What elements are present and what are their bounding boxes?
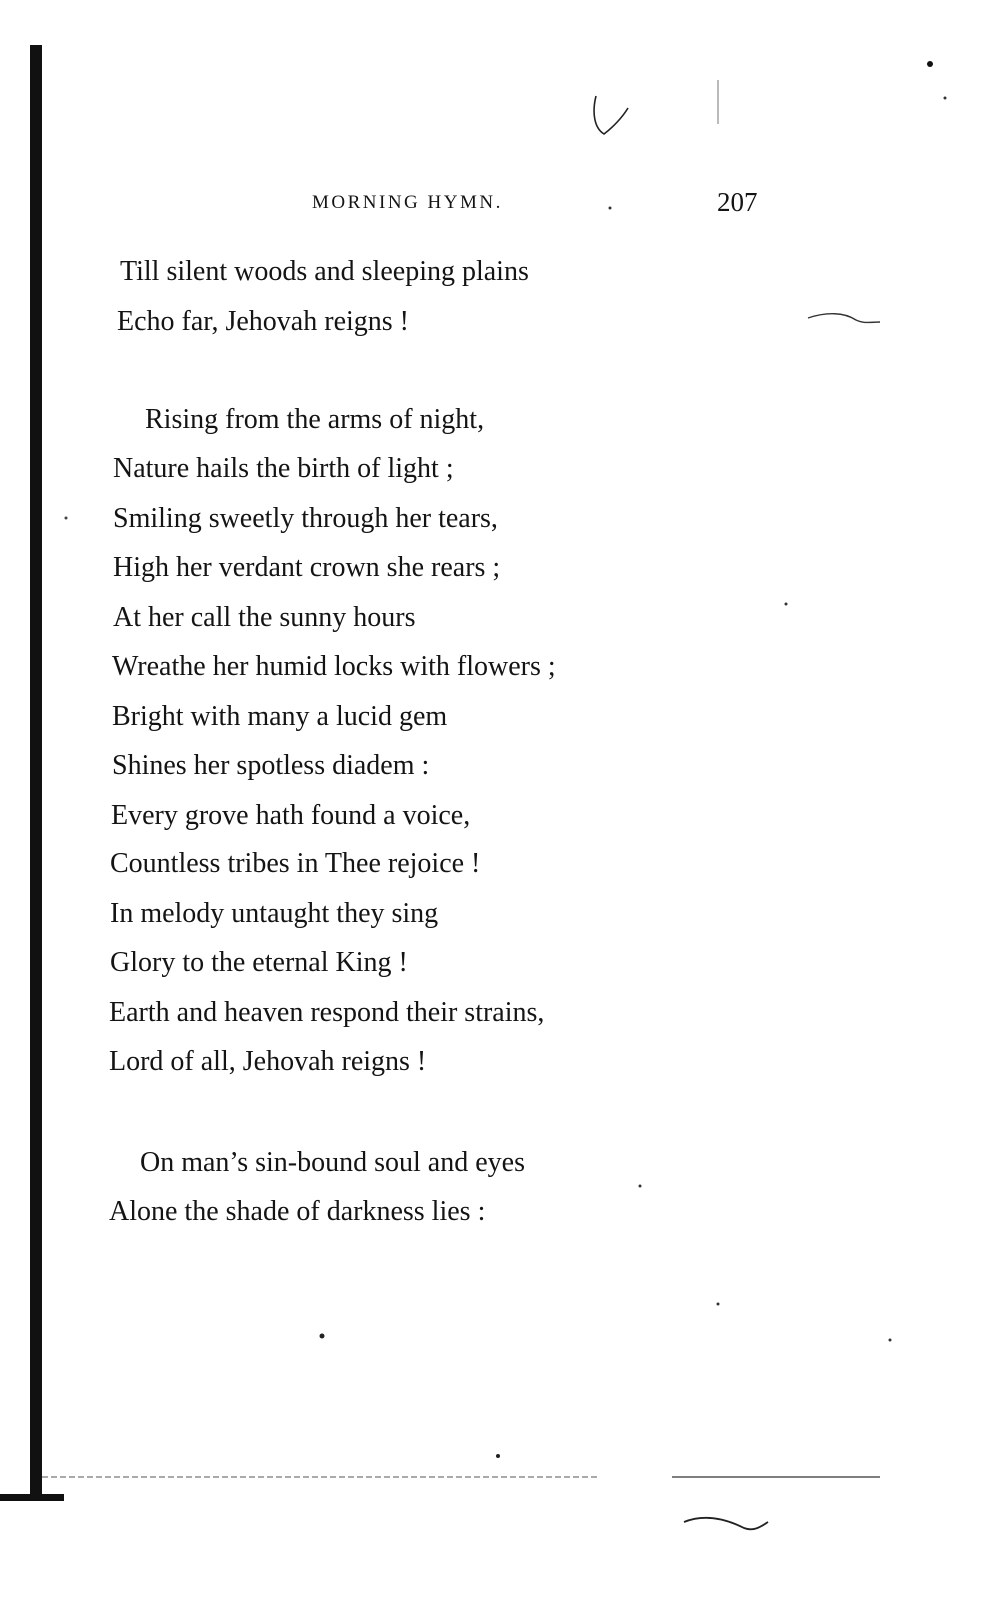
poem-line: Smiling sweetly through her tears,: [113, 503, 498, 534]
speck: [320, 1334, 325, 1339]
poem-line: Wreathe her humid locks with flowers ;: [112, 651, 556, 682]
poem-line: Echo far, Jehovah reigns !: [117, 306, 409, 337]
speck: [717, 1303, 720, 1306]
poem-line: At her call the sunny hours: [113, 602, 416, 633]
poem-line: On man’s sin-bound soul and eyes: [140, 1147, 525, 1178]
pencil-check-mark: [594, 96, 628, 134]
poem-line: Earth and heaven respond their strains,: [109, 997, 545, 1028]
page-number: 207: [717, 187, 758, 217]
binding-shadow-edge: [30, 45, 42, 1500]
poem-line: In melody untaught they sing: [110, 898, 439, 929]
poem-line: Countless tribes in Thee rejoice !: [110, 848, 481, 879]
speck: [496, 1454, 500, 1458]
speck: [639, 1185, 642, 1188]
binding-shadow-foot: [0, 1494, 64, 1501]
poem-line: Glory to the eternal King !: [110, 947, 408, 978]
poem-line: Nature hails the birth of light ;: [113, 453, 454, 484]
running-title: MORNING HYMN.: [312, 192, 503, 213]
poem-line: Till silent woods and sleeping plains: [120, 256, 529, 287]
poem-line: Lord of all, Jehovah reigns !: [109, 1046, 427, 1077]
poem-line: Every grove hath found a voice,: [111, 800, 471, 831]
poem-line: Bright with many a lucid gem: [112, 701, 448, 732]
poem-line: Shines her spotless diadem :: [112, 750, 430, 781]
poem-line: Rising from the arms of night,: [145, 404, 485, 435]
speck: [65, 517, 68, 520]
speck: [609, 207, 612, 210]
speck: [889, 1339, 892, 1342]
speck: [785, 603, 788, 606]
speck: [927, 61, 933, 67]
poem-line: Alone the shade of darkness lies :: [109, 1196, 486, 1227]
speck: [944, 97, 947, 100]
poem-line: High her verdant crown she rears ;: [113, 552, 501, 583]
squiggle-mark-top: [808, 314, 880, 323]
squiggle-mark-bottom: [684, 1518, 768, 1530]
